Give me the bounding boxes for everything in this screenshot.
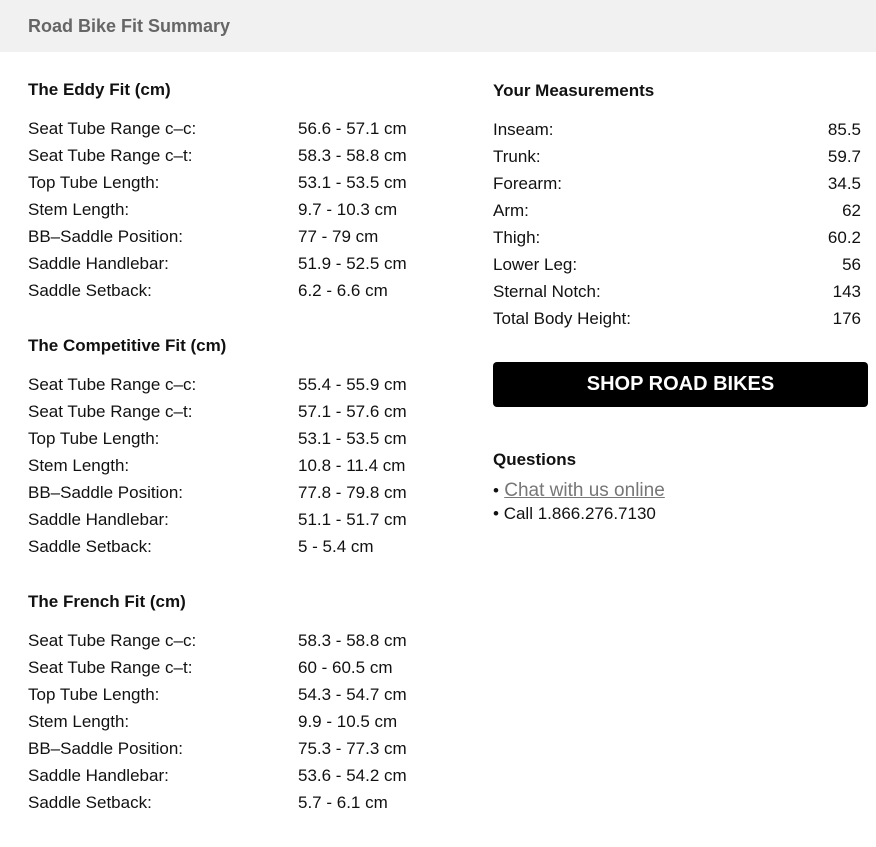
measurement-row	[493, 251, 868, 278]
fit-label: Seat Tube Range c–t:	[28, 146, 193, 165]
measurement-label: Trunk:	[493, 147, 541, 166]
fit-row	[28, 681, 458, 708]
measurement-label: Forearm:	[493, 174, 562, 193]
fit-row	[28, 735, 458, 762]
measurement-value: 60.2	[827, 228, 861, 247]
measurement-label: Thigh:	[493, 228, 541, 247]
fit-label: Seat Tube Range c–t:	[28, 402, 193, 421]
fit-label: Stem Length:	[28, 712, 130, 731]
fit-value: 56.6 - 57.1 cm	[298, 119, 407, 138]
fit-row	[28, 762, 458, 789]
fit-row	[28, 425, 458, 452]
fit-value: 5 - 5.4 cm	[298, 537, 374, 556]
fit-row	[28, 115, 458, 142]
measurement-label: Inseam:	[493, 120, 554, 139]
fit-row	[28, 142, 458, 169]
measurement-value: 34.5	[827, 174, 861, 193]
fit-row	[28, 223, 458, 250]
header-bar	[0, 0, 876, 52]
fit-label: Saddle Setback:	[28, 537, 152, 556]
fit-value: 58.3 - 58.8 cm	[298, 631, 407, 650]
fit-value: 9.9 - 10.5 cm	[298, 712, 398, 731]
fit-row	[28, 277, 458, 304]
fit-row	[28, 196, 458, 223]
fit-section-title: The French Fit (cm)	[28, 592, 186, 611]
measurement-row	[493, 278, 868, 305]
measurement-label: Lower Leg:	[493, 255, 578, 274]
fit-label: Seat Tube Range c–c:	[28, 631, 197, 650]
fit-label: Seat Tube Range c–t:	[28, 658, 193, 677]
measurement-row	[493, 116, 868, 143]
measurement-row	[493, 143, 868, 170]
fit-value: 55.4 - 55.9 cm	[298, 375, 407, 394]
fit-value: 57.1 - 57.6 cm	[298, 402, 407, 421]
fit-value: 75.3 - 77.3 cm	[298, 739, 407, 758]
fit-results-column	[28, 79, 458, 847]
fit-value: 77 - 79 cm	[298, 227, 379, 246]
fit-row	[28, 371, 458, 398]
fit-row	[28, 169, 458, 196]
measurement-value: 62	[842, 201, 861, 220]
fit-section-title: The Eddy Fit (cm)	[28, 80, 171, 99]
fit-value: 53.1 - 53.5 cm	[298, 173, 407, 192]
measurements-title: Your Measurements	[493, 81, 655, 100]
fit-value: 10.8 - 11.4 cm	[298, 456, 406, 475]
fit-value: 6.2 - 6.6 cm	[298, 281, 388, 300]
fit-value: 51.9 - 52.5 cm	[298, 254, 407, 273]
fit-row	[28, 452, 458, 479]
fit-row	[28, 708, 458, 735]
chat-line	[493, 479, 868, 503]
fit-row	[28, 398, 458, 425]
fit-label: Top Tube Length:	[28, 429, 160, 448]
fit-label: BB–Saddle Position:	[28, 739, 183, 758]
fit-label: Saddle Handlebar:	[28, 254, 169, 273]
fit-value: 51.1 - 51.7 cm	[298, 510, 407, 529]
fit-value: 77.8 - 79.8 cm	[298, 483, 407, 502]
fit-label: Seat Tube Range c–c:	[28, 375, 197, 394]
fit-row	[28, 789, 458, 816]
measurement-row	[493, 170, 868, 197]
french-fit-section	[28, 591, 458, 816]
fit-label: Stem Length:	[28, 200, 130, 219]
measurement-row	[493, 197, 868, 224]
fit-label: Saddle Handlebar:	[28, 510, 169, 529]
page-title: Road Bike Fit Summary	[28, 16, 231, 36]
fit-label: BB–Saddle Position:	[28, 483, 183, 502]
chat-with-us-link[interactable]: Chat with us online	[504, 480, 665, 501]
competitive-fit-section	[28, 335, 458, 560]
call-phone-text: Call 1.866.276.7130	[503, 504, 656, 523]
fit-row	[28, 654, 458, 681]
fit-value: 58.3 - 58.8 cm	[298, 146, 407, 165]
shop-road-bikes-button[interactable]: SHOP ROAD BIKES	[493, 362, 868, 407]
fit-label: Stem Length:	[28, 456, 130, 475]
measurement-value: 56	[842, 255, 861, 274]
fit-label: Seat Tube Range c–c:	[28, 119, 197, 138]
measurement-row	[493, 224, 868, 251]
fit-row	[28, 506, 458, 533]
fit-value: 53.1 - 53.5 cm	[298, 429, 407, 448]
fit-row	[28, 250, 458, 277]
fit-value: 53.6 - 54.2 cm	[298, 766, 407, 785]
fit-label: BB–Saddle Position:	[28, 227, 183, 246]
measurement-label: Arm:	[493, 201, 529, 220]
measurements-column	[493, 80, 868, 525]
call-line	[493, 503, 868, 525]
fit-label: Top Tube Length:	[28, 173, 160, 192]
eddy-fit-section	[28, 79, 458, 304]
fit-label: Saddle Handlebar:	[28, 766, 169, 785]
fit-value: 9.7 - 10.3 cm	[298, 200, 398, 219]
measurement-label: Total Body Height:	[493, 309, 631, 328]
measurement-row	[493, 305, 868, 332]
fit-label: Top Tube Length:	[28, 685, 160, 704]
measurement-value: 176	[832, 309, 861, 328]
fit-row	[28, 627, 458, 654]
measurement-value: 85.5	[827, 120, 861, 139]
measurement-value: 143	[832, 282, 861, 301]
questions-title: Questions	[493, 450, 577, 469]
fit-row	[28, 479, 458, 506]
bullet: •	[493, 481, 499, 500]
fit-row	[28, 533, 458, 560]
measurement-label: Sternal Notch:	[493, 282, 601, 301]
fit-label: Saddle Setback:	[28, 793, 152, 812]
fit-value: 60 - 60.5 cm	[298, 658, 393, 677]
measurement-value: 59.7	[827, 147, 861, 166]
fit-value: 5.7 - 6.1 cm	[298, 793, 388, 812]
bullet: •	[493, 504, 499, 523]
fit-value: 54.3 - 54.7 cm	[298, 685, 407, 704]
fit-section-title: The Competitive Fit (cm)	[28, 336, 227, 355]
fit-label: Saddle Setback:	[28, 281, 152, 300]
